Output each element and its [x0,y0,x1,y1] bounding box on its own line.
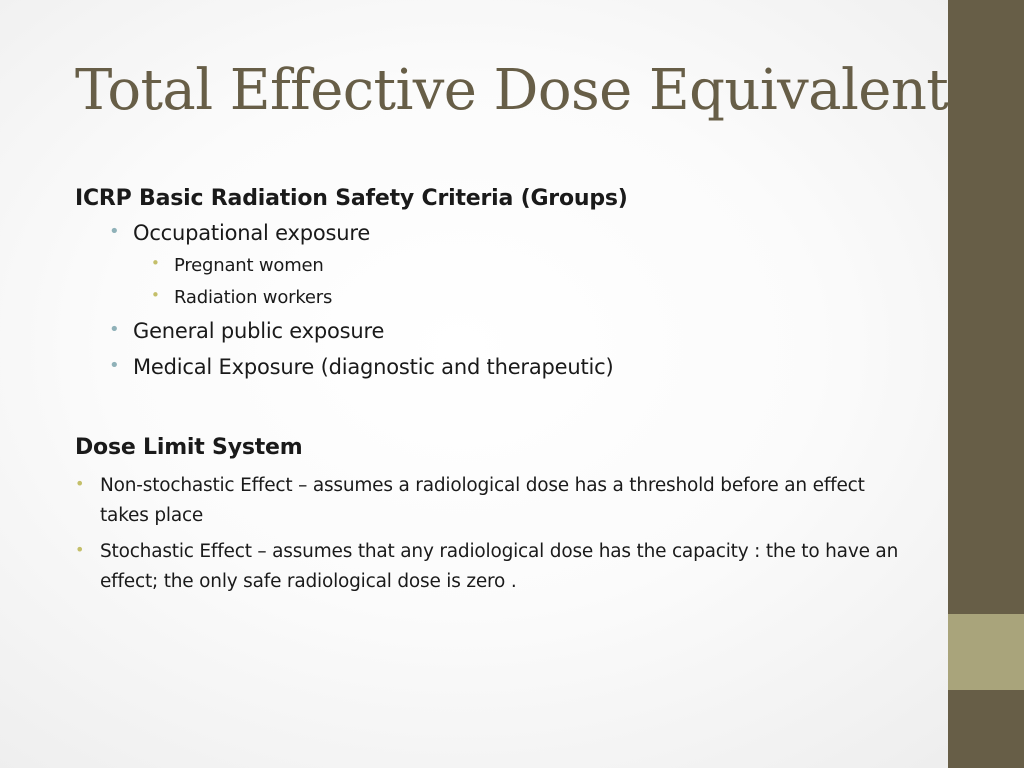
dose-limit-list [75,471,905,597]
list-item-pregnant-women [75,254,905,277]
list-item-non-stochastic-effect [75,471,905,531]
slide-content [75,186,905,603]
list-item-label: Stochastic Effect – assumes that any radiological dose has the capacity : the to have an effect; the only safe radiological dose is zero . [100,541,899,593]
bullet-icon: • [109,221,120,243]
list-item-stochastic-effect [75,537,905,597]
bullet-icon: • [75,474,85,494]
list-item-occupational-exposure [75,220,905,309]
bullet-icon: • [109,354,120,376]
section-heading-dose-limit-system: Dose Limit System [75,435,303,461]
occupational-subgroups-list [133,254,905,310]
list-item-label: Occupational exposure [133,221,371,246]
list-item-label: Radiation workers [174,287,333,309]
icrp-groups-list [75,220,905,381]
bullet-icon: • [151,286,160,305]
section-heading-icrp-criteria: ICRP Basic Radiation Safety Criteria (Groups) [75,186,628,211]
list-item-radiation-workers [75,286,905,309]
list-item-general-public-exposure [75,318,905,345]
list-item-label: Non-stochastic Effect – assumes a radiological dose has a threshold before an effect takes place [100,475,865,527]
slide-title: Total Effective Dose Equivalent [75,58,949,123]
decorative-side-bar-accent [948,614,1024,690]
list-item-label: Medical Exposure (diagnostic and therapeutic) [133,354,614,379]
list-item-label: Pregnant women [174,254,324,276]
bullet-icon: • [75,540,85,560]
list-item-label: General public exposure [133,319,385,344]
list-item-medical-exposure [75,354,905,381]
bullet-icon: • [109,319,120,341]
bullet-icon: • [151,253,160,272]
